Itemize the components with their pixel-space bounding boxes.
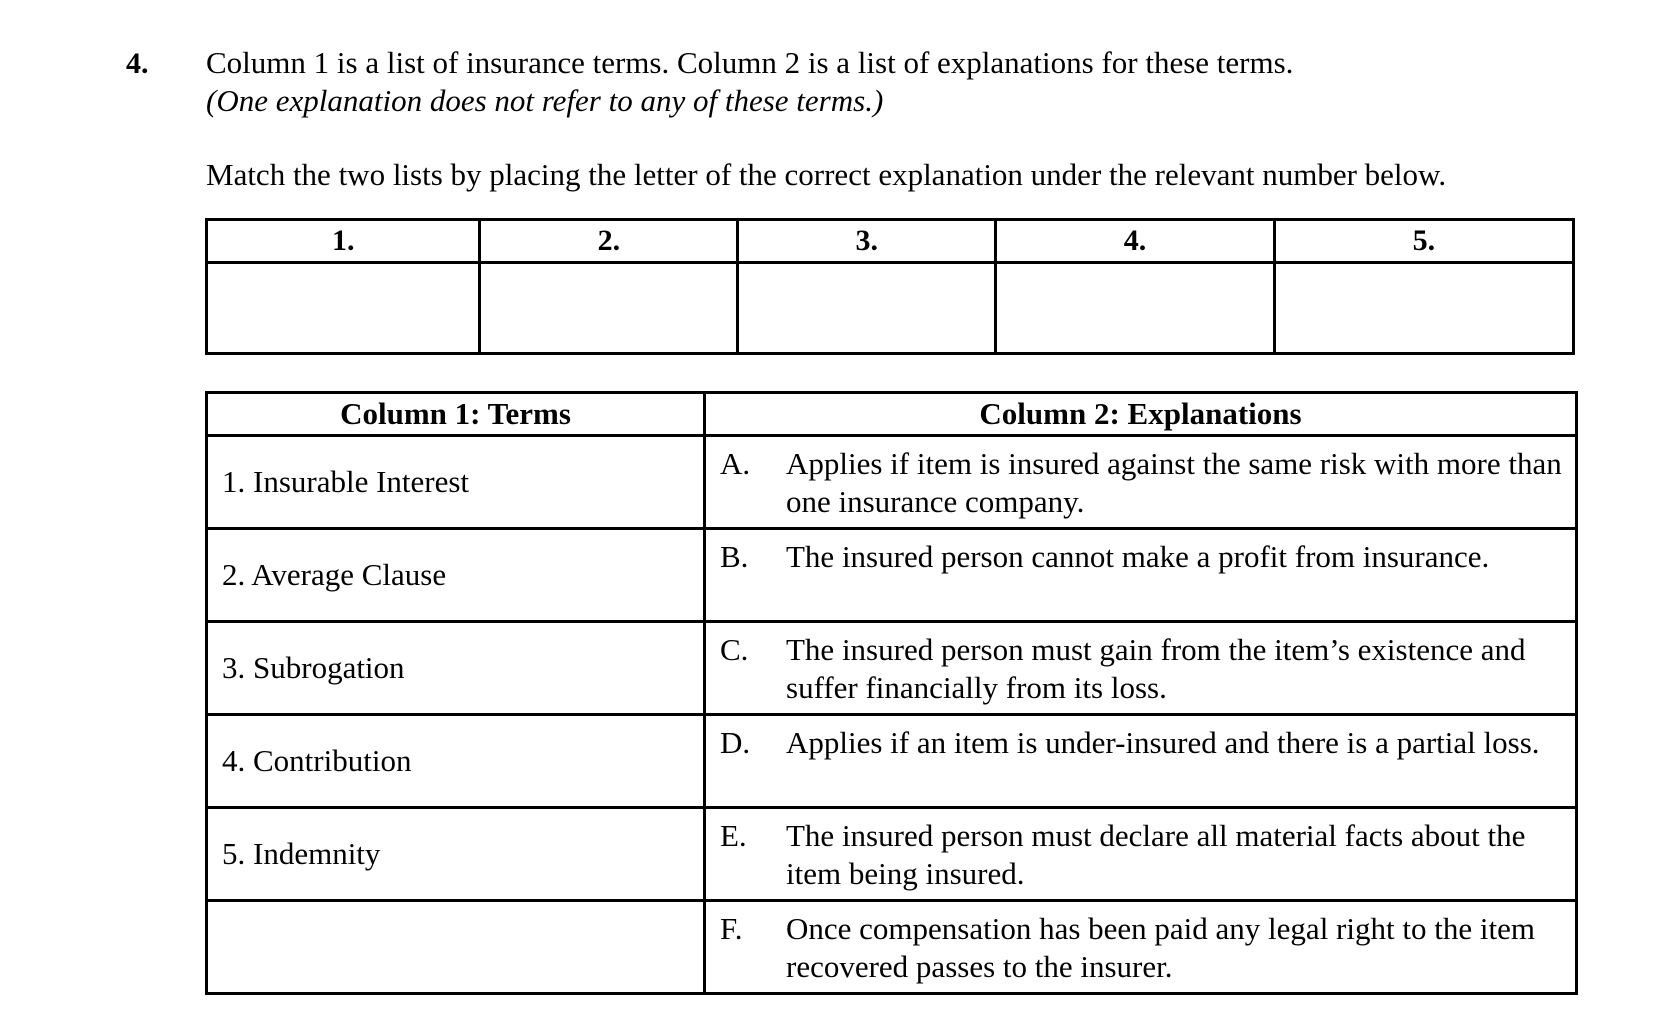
explanation-text: The insured person must declare all material facts about the item being insured. <box>786 818 1526 891</box>
answer-cell-5[interactable] <box>1274 263 1573 354</box>
explanation-cell <box>705 529 1577 622</box>
table-row <box>207 901 1577 994</box>
intro-line-2: (One explanation does not refer to any of these terms.) <box>206 83 884 118</box>
explanation-letter: C. <box>720 632 749 667</box>
explanation-letter: A. <box>720 446 751 481</box>
answer-header-1: 1. <box>207 220 480 263</box>
matching-header-row <box>207 393 1577 436</box>
question-intro <box>206 44 1293 120</box>
term-cell: 2. Average Clause <box>207 529 705 622</box>
explanation-cell <box>705 436 1577 529</box>
explanation-letter: F. <box>720 911 743 946</box>
term-cell: 3. Subrogation <box>207 622 705 715</box>
table-row <box>207 808 1577 901</box>
column-2-header: Column 2: Explanations <box>705 393 1577 436</box>
explanation-cell <box>705 622 1577 715</box>
term-cell <box>207 901 705 994</box>
answer-header-3: 3. <box>738 220 996 263</box>
intro-line-1: Column 1 is a list of insurance terms. Column 2 is a list of explanations for these terms. <box>206 45 1294 80</box>
answer-grid-input-row <box>207 263 1574 354</box>
explanation-cell <box>705 808 1577 901</box>
answer-cell-2[interactable] <box>480 263 738 354</box>
table-row <box>207 715 1577 808</box>
instruction-text: Match the two lists by placing the letter of the correct explanation under the relevant number below. <box>206 157 1447 192</box>
term-cell: 5. Indemnity <box>207 808 705 901</box>
explanation-text: The insured person must gain from the item’s existence and suffer financially from its loss. <box>786 632 1526 705</box>
explanation-text: Applies if an item is under-insured and there is a partial loss. <box>786 725 1540 760</box>
explanation-letter: B. <box>720 539 749 574</box>
table-row <box>207 622 1577 715</box>
explanation-cell <box>705 901 1577 994</box>
explanation-letter: D. <box>720 725 751 760</box>
explanation-text: The insured person cannot make a profit from insurance. <box>786 539 1490 574</box>
answer-header-4: 4. <box>996 220 1275 263</box>
answer-cell-1[interactable] <box>207 263 480 354</box>
table-row <box>207 436 1577 529</box>
explanation-text: Once compensation has been paid any legal right to the item recovered passes to the insurer. <box>786 911 1535 984</box>
answer-header-2: 2. <box>480 220 738 263</box>
term-cell: 4. Contribution <box>207 715 705 808</box>
explanation-cell <box>705 715 1577 808</box>
answer-grid-header-row <box>207 220 1574 263</box>
answer-cell-4[interactable] <box>996 263 1275 354</box>
answer-cell-3[interactable] <box>738 263 996 354</box>
term-cell: 1. Insurable Interest <box>207 436 705 529</box>
matching-table <box>205 391 1578 995</box>
answer-header-5: 5. <box>1274 220 1573 263</box>
table-row <box>207 529 1577 622</box>
question-number: 4. <box>126 47 149 80</box>
explanation-text: Applies if item is insured against the same risk with more than one insurance company. <box>786 446 1562 519</box>
answer-grid <box>205 218 1575 355</box>
explanation-letter: E. <box>720 818 747 853</box>
column-1-header: Column 1: Terms <box>207 393 705 436</box>
